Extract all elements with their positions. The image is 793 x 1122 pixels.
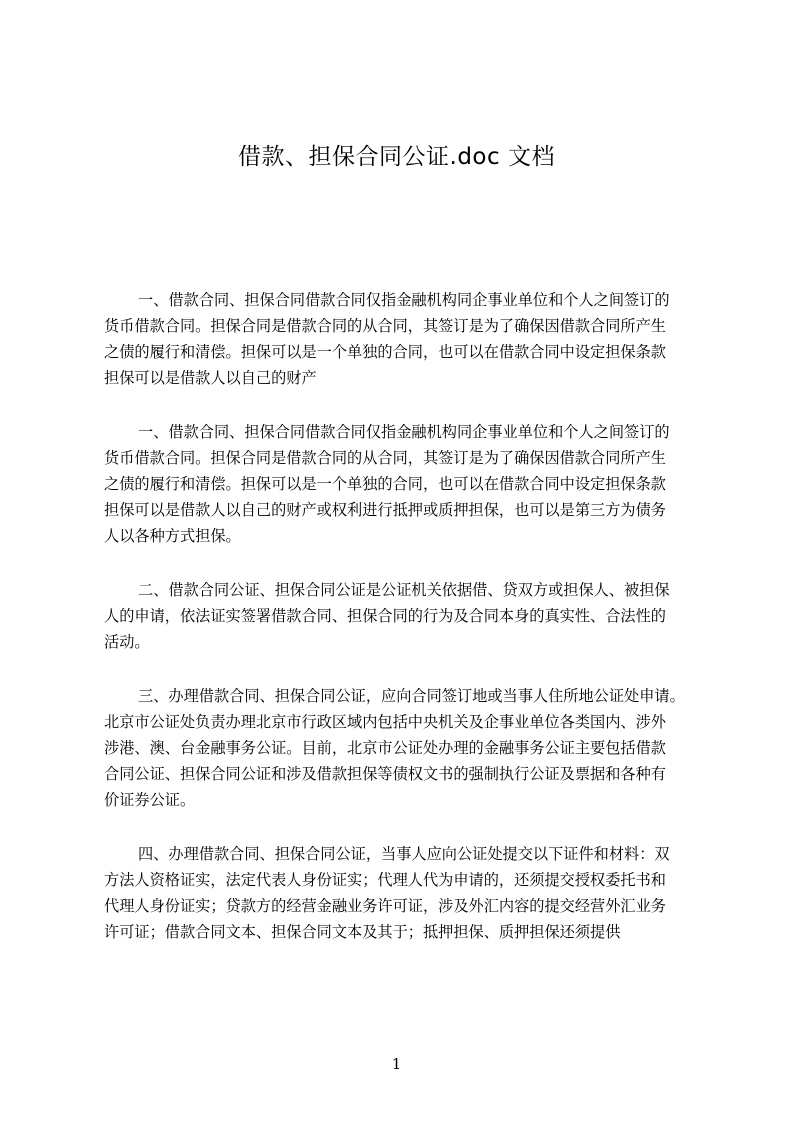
paragraph-2	[104, 419, 704, 549]
document-body	[104, 287, 704, 973]
document-title: 借款、担保合同公证.doc 文档	[238, 144, 555, 170]
paragraph-line: 之债的履行和清偿。担保可以是一个单独的合同，也可以在借款合同中设定担保条款	[104, 343, 666, 361]
paragraph-line: 之债的履行和清偿。担保可以是一个单独的合同，也可以在借款合同中设定担保条款	[104, 475, 666, 493]
page-number: 1	[391, 1055, 402, 1073]
paragraph-line: 代理人身份证实；贷款方的经营金融业务许可证，涉及外汇内容的提交经营外汇业务	[104, 897, 666, 915]
paragraph-line: 担保可以是借款人以自己的财产或权利进行抵押或质押担保，也可以是第三方为债务	[104, 501, 666, 519]
paragraph-line: 货币借款合同。担保合同是借款合同的从合同，其签订是为了确保因借款合同所产生	[104, 317, 666, 335]
paragraph-line: 北京市公证处负责办理北京市行政区域内包括中央机关及企事业单位各类国内、涉外	[104, 713, 666, 731]
paragraph-line: 价证券公证。	[104, 791, 196, 809]
paragraph-1	[104, 287, 704, 391]
paragraph-line: 一、借款合同、担保合同借款合同仅指金融机构同企事业单位和个人之间签订的	[138, 291, 670, 309]
paragraph-line: 一、借款合同、担保合同借款合同仅指金融机构同企事业单位和个人之间签订的	[138, 423, 670, 441]
paragraph-line: 二、借款合同公证、担保合同公证是公证机关依据借、贷双方或担保人、被担保	[138, 581, 670, 599]
paragraph-line: 合同公证、担保合同公证和涉及借款担保等债权文书的强制执行公证及票据和各种有	[104, 765, 666, 783]
paragraph-line: 三、办理借款合同、担保合同公证，应向合同签订地或当事人住所地公证处申请。	[138, 687, 685, 705]
paragraph-line: 许可证；借款合同文本、担保合同文本及其于；抵押担保、质押担保还须提供	[104, 923, 621, 941]
paragraph-3	[104, 577, 704, 655]
paragraph-line: 货币借款合同。担保合同是借款合同的从合同，其签订是为了确保因借款合同所产生	[104, 449, 666, 467]
paragraph-5	[104, 841, 704, 945]
paragraph-line: 人以各种方式担保。	[104, 527, 241, 545]
paragraph-4	[104, 683, 704, 813]
paragraph-line: 担保可以是借款人以自己的财产	[104, 369, 317, 387]
paragraph-line: 涉港、澳、台金融事务公证。目前，北京市公证处办理的金融事务公证主要包括借款	[104, 739, 666, 757]
paragraph-line: 人的申请，依法证实签署借款合同、担保合同的行为及合同本身的真实性、合法性的	[104, 607, 666, 625]
paragraph-line: 四、办理借款合同、担保合同公证，当事人应向公证处提交以下证件和材料：双	[138, 845, 670, 863]
paragraph-line: 方法人资格证实，法定代表人身份证实；代理人代为申请的，还须提交授权委托书和	[104, 871, 666, 889]
paragraph-line: 活动。	[104, 633, 150, 651]
